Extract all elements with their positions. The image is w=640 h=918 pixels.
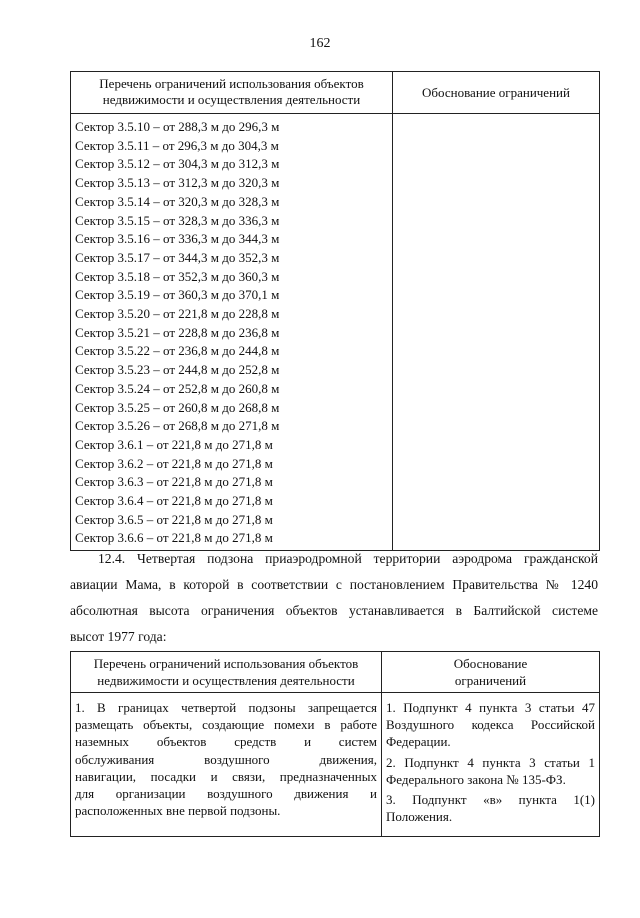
justification-item: [386, 699, 595, 751]
paragraph-line: авиации Мама, в которой в соответствии с постановлением Правительства № 1240: [70, 577, 598, 592]
sector-limits-table: [70, 71, 600, 551]
table-header-row: [71, 652, 600, 693]
table-header-row: [71, 72, 600, 114]
cell-line: обслуживания воздушного движения,: [75, 751, 377, 767]
sector-item: Сектор 3.5.23 – от 244,8 м до 252,8 м: [75, 362, 280, 378]
justification-item: [386, 754, 595, 788]
sector-item: Сектор 3.6.5 – от 221,8 м до 271,8 м: [75, 511, 273, 527]
justification-item: [386, 791, 595, 825]
sector-item: Сектор 3.5.17 – от 344,3 м до 352,3 м: [75, 249, 280, 265]
header-line: Обоснование: [453, 656, 528, 671]
sector-item: Сектор 3.5.22 – от 236,8 м до 244,8 м: [75, 343, 280, 359]
cell-line: Федерации.: [386, 734, 451, 750]
sector-item: Сектор 3.6.1 – от 221,8 м до 271,8 м: [75, 436, 273, 452]
sector-item: Сектор 3.5.10 – от 288,3 м до 296,3 м: [75, 119, 280, 134]
sector-item: Сектор 3.5.26 – от 268,8 м до 271,8 м: [75, 418, 280, 434]
table-row: [71, 114, 600, 551]
page-number: 162: [309, 36, 331, 51]
paragraph-line: 12.4. Четвертая подзона приаэродромной территории аэродрома гражданской: [98, 551, 598, 566]
sector-item: Сектор 3.6.3 – от 221,8 м до 271,8 м: [75, 474, 273, 490]
sector-item: Сектор 3.5.21 – от 228,8 м до 236,8 м: [75, 324, 280, 340]
justification-empty-cell: [393, 114, 600, 551]
sector-item: Сектор 3.5.18 – от 352,3 м до 360,3 м: [75, 268, 280, 284]
cell-line: расположенных вне первой подзоны.: [75, 803, 281, 819]
sector-item: Сектор 3.5.15 – от 328,3 м до 336,3 м: [75, 212, 280, 228]
fourth-subzone-table: [70, 651, 600, 837]
cell-line: 2. Подпункт 4 пункта 3 статьи 1: [386, 754, 595, 770]
table-row: [71, 693, 600, 837]
sector-item: Сектор 3.5.11 – от 296,3 м до 304,3 м: [75, 137, 279, 153]
sector-item: Сектор 3.5.20 – от 221,8 м до 228,8 м: [75, 306, 280, 322]
sector-item: Сектор 3.5.13 – от 312,3 м до 320,3 м: [75, 175, 280, 191]
sector-item: Сектор 3.5.19 – от 360,3 м до 370,1 м: [75, 287, 280, 303]
sector-item: Сектор 3.5.25 – от 260,8 м до 268,8 м: [75, 399, 280, 415]
sector-item: Сектор 3.6.6 – от 221,8 м до 271,8 м: [75, 530, 273, 546]
sector-item: Сектор 3.5.16 – от 336,3 м до 344,3 м: [75, 231, 280, 247]
justification-column-header: [382, 652, 600, 693]
sector-item: Сектор 3.6.4 – от 221,8 м до 271,8 м: [75, 493, 273, 509]
restrictions-column-header: Перечень ограничений использования объектов недвижимости и осуществления деятельности: [71, 652, 382, 693]
sector-item: Сектор 3.6.2 – от 221,8 м до 271,8 м: [75, 455, 273, 471]
cell-line: Воздушного кодекса Российской: [386, 717, 595, 733]
cell-line: Федерального закона № 135-ФЗ.: [386, 771, 566, 787]
cell-line: 1. Подпункт 4 пункта 3 статьи 47: [386, 700, 595, 715]
subzone-paragraph: [70, 546, 598, 650]
cell-line: наземных объектов средств и систем: [75, 734, 377, 750]
cell-line: навигации, посадки и связи, предназначенных: [75, 768, 377, 784]
justification-column-header: Обоснование ограничений: [393, 72, 600, 114]
paragraph-line: высот 1977 года:: [70, 629, 167, 644]
cell-line: 1. В границах четвертой подзоны запрещается: [75, 700, 377, 715]
justification-cell: [382, 693, 600, 837]
cell-line: Положения.: [386, 809, 453, 825]
restrictions-column-header: Перечень ограничений использования объектов недвижимости и осуществления деятельности: [71, 72, 393, 114]
cell-line: для организации воздушного движения и: [75, 786, 377, 802]
header-line: ограничений: [454, 673, 527, 688]
cell-line: размещать объекты, создающие помехи в работе: [75, 717, 377, 733]
sector-list-cell: [71, 114, 393, 551]
paragraph-line: абсолютная высота ограничения объектов устанавливается в Балтийской системе: [70, 603, 598, 618]
sector-item: Сектор 3.5.14 – от 320,3 м до 328,3 м: [75, 193, 280, 209]
restriction-cell: [71, 693, 382, 837]
cell-line: 3. Подпункт «в» пункта 1(1): [386, 792, 595, 808]
sector-item: Сектор 3.5.24 – от 252,8 м до 260,8 м: [75, 380, 280, 396]
sector-item: Сектор 3.5.12 – от 304,3 м до 312,3 м: [75, 156, 280, 172]
